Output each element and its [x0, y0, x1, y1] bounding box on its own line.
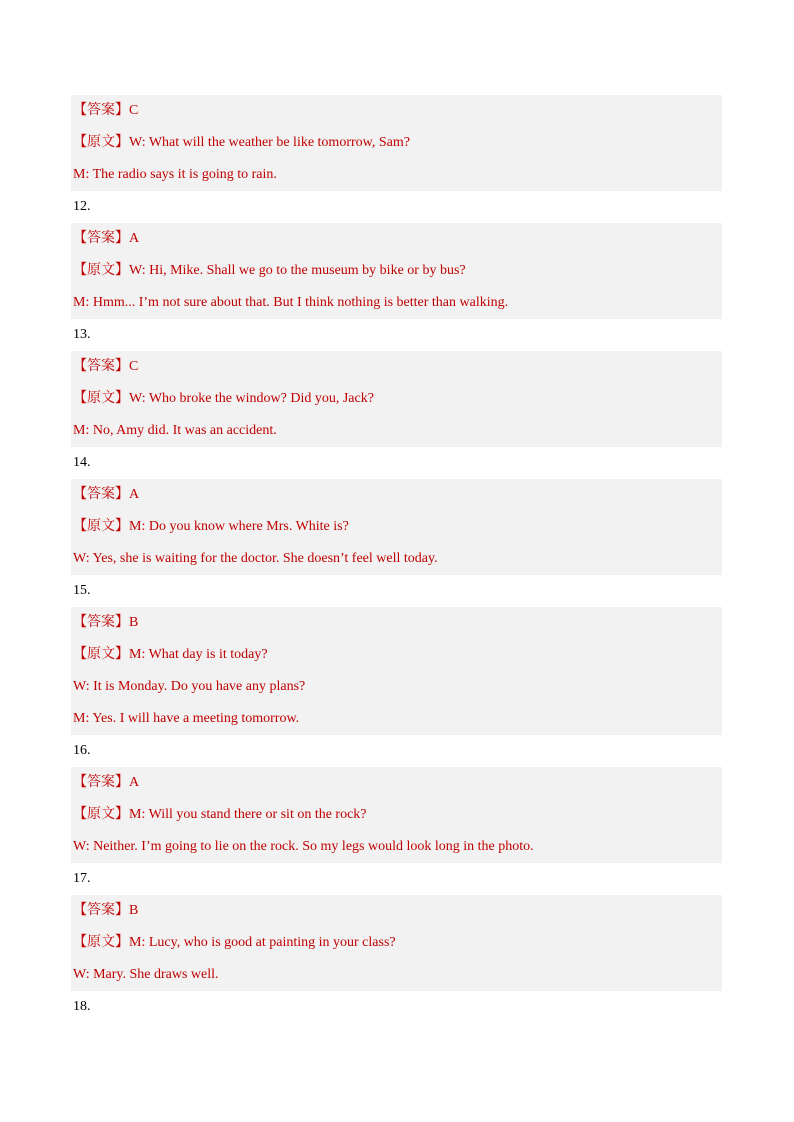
answer-label: 【答案】B [73, 903, 139, 918]
transcript-line: W: It is Monday. Do you have any plans? [73, 679, 306, 694]
answer-label: 【答案】A [73, 775, 140, 790]
transcript-line: W: Yes, she is waiting for the doctor. She doesn’t feel well today. [73, 551, 438, 566]
answer-block [71, 767, 722, 863]
transcript-line: M: The radio says it is going to rain. [73, 167, 277, 182]
answer-label: 【答案】C [73, 103, 139, 118]
transcript-line: 【原文】W: Hi, Mike. Shall we go to the museum by bike or by bus? [73, 263, 466, 278]
question-number: 17. [73, 871, 91, 886]
question-number: 15. [73, 583, 91, 598]
transcript-line: 【原文】M: Do you know where Mrs. White is? [73, 519, 349, 534]
answer-block [71, 895, 722, 991]
answer-label: 【答案】B [73, 615, 139, 630]
question-number: 13. [73, 327, 91, 342]
question-number: 16. [73, 743, 91, 758]
answer-label: 【答案】A [73, 231, 140, 246]
transcript-line: 【原文】W: Who broke the window? Did you, Jack? [73, 391, 374, 406]
answer-block [71, 351, 722, 447]
answer-block [71, 95, 722, 191]
transcript-line: M: Yes. I will have a meeting tomorrow. [73, 711, 300, 726]
transcript-line: W: Neither. I’m going to lie on the rock. So my legs would look long in the photo. [73, 839, 534, 854]
question-number: 12. [73, 199, 91, 214]
question-number: 18. [73, 999, 91, 1014]
transcript-line: 【原文】W: What will the weather be like tomorrow, Sam? [73, 135, 410, 150]
answer-document [71, 95, 722, 1023]
answer-block [71, 607, 722, 735]
transcript-line: W: Mary. She draws well. [73, 967, 219, 982]
transcript-line: M: No, Amy did. It was an accident. [73, 423, 277, 438]
transcript-line: M: Hmm... I’m not sure about that. But I think nothing is better than walking. [73, 295, 509, 310]
answer-block [71, 479, 722, 575]
transcript-line: 【原文】M: Will you stand there or sit on the rock? [73, 807, 367, 822]
transcript-line: 【原文】M: Lucy, who is good at painting in your class? [73, 935, 396, 950]
answer-label: 【答案】C [73, 359, 139, 374]
answer-block [71, 223, 722, 319]
transcript-line: 【原文】M: What day is it today? [73, 647, 268, 662]
question-number: 14. [73, 455, 91, 470]
answer-label: 【答案】A [73, 487, 140, 502]
